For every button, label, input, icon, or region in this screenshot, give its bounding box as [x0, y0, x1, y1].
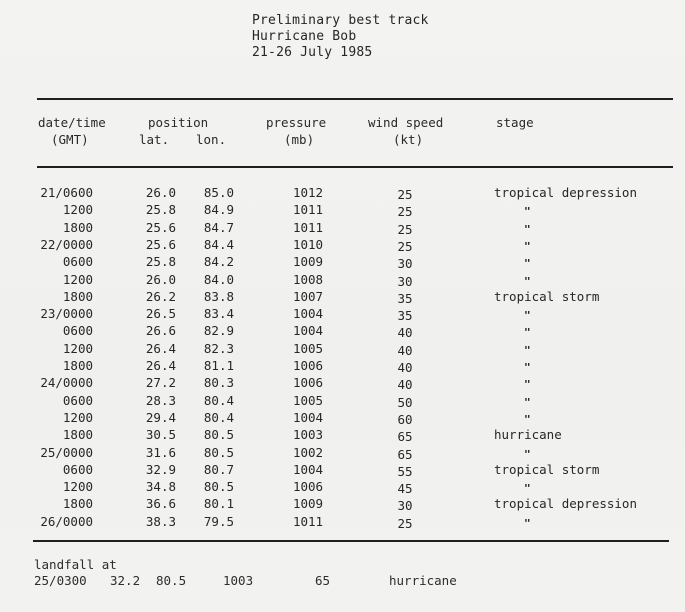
cell-wind: 30 [397, 273, 413, 289]
title-line-2: Hurricane Bob [252, 29, 357, 44]
cell-pressure: 1006 [292, 479, 324, 495]
cell-lat: 29.4 [145, 409, 176, 425]
cell-datetime: 1200 [62, 409, 93, 425]
cell-lon: 83.8 [203, 288, 234, 304]
cell-wind: 40 [397, 360, 413, 375]
cell-lon: 80.5 [203, 444, 234, 460]
landfall-stage: hurricane [389, 573, 457, 588]
cell-datetime: 0600 [62, 323, 93, 339]
cell-stage: tropical storm [494, 461, 600, 477]
cell-lat: 32.9 [145, 461, 176, 477]
cell-pressure: 1006 [292, 375, 324, 391]
cell-stage: tropical depression [494, 185, 637, 200]
cell-lon: 81.1 [203, 358, 234, 373]
landfall-wind: 65 [315, 573, 331, 588]
cell-lat: 34.8 [145, 479, 176, 495]
cell-stage: " [524, 412, 531, 426]
cell-datetime: 22/0000 [40, 236, 93, 252]
cell-datetime: 24/0000 [40, 375, 93, 391]
landfall-lon: 80.5 [156, 573, 187, 588]
cell-lon: 80.4 [203, 409, 234, 425]
title-line-3: 21-26 July 1985 [252, 45, 373, 60]
cell-pressure: 1009 [292, 254, 324, 270]
header-wind-speed: wind speed [368, 115, 444, 130]
cell-lat: 25.8 [145, 202, 176, 218]
header-pressure-unit: (mb) [284, 132, 315, 147]
cell-pressure: 1004 [292, 461, 324, 477]
cell-pressure: 1006 [292, 358, 324, 373]
cell-lon: 80.5 [203, 479, 234, 495]
cell-datetime: 1200 [62, 479, 93, 495]
header-pressure: pressure [266, 115, 327, 130]
cell-wind: 25 [397, 221, 413, 237]
cell-pressure: 1002 [292, 444, 324, 460]
cell-lat: 26.0 [145, 271, 176, 287]
cell-lat: 25.6 [145, 236, 176, 252]
cell-datetime: 1800 [62, 288, 93, 304]
cell-lon: 79.5 [203, 513, 234, 529]
cell-datetime: 1800 [62, 219, 93, 235]
cell-lat: 26.5 [145, 306, 176, 322]
cell-lon: 82.3 [203, 340, 234, 356]
cell-stage: " [524, 482, 531, 496]
cell-lon: 83.4 [203, 306, 234, 322]
cell-wind: 35 [397, 290, 413, 306]
header-position: position [148, 115, 209, 130]
cell-pressure: 1004 [292, 323, 324, 339]
cell-pressure: 1011 [292, 219, 324, 235]
cell-stage: " [524, 447, 531, 461]
cell-pressure: 1008 [292, 271, 324, 287]
header-stage: stage [496, 115, 534, 130]
cell-stage: hurricane [494, 427, 562, 443]
cell-pressure: 1012 [292, 185, 324, 200]
cell-lon: 84.0 [203, 271, 234, 287]
cell-stage: " [524, 378, 531, 392]
cell-stage: " [524, 326, 531, 340]
cell-lat: 31.6 [145, 444, 176, 460]
cell-pressure: 1007 [292, 288, 324, 304]
cell-stage: " [524, 361, 531, 374]
cell-datetime: 0600 [62, 254, 93, 270]
cell-wind: 25 [397, 204, 413, 220]
header-lat: lat. [139, 132, 170, 147]
cell-datetime: 21/0600 [40, 185, 93, 200]
cell-lat: 36.6 [145, 496, 176, 512]
cell-lon: 80.7 [203, 461, 234, 477]
cell-lon: 84.7 [203, 219, 234, 235]
cell-wind: 65 [397, 446, 413, 462]
cell-wind: 60 [397, 411, 413, 427]
header-rule [37, 166, 673, 168]
cell-stage: tropical depression [494, 496, 637, 512]
cell-wind: 45 [397, 481, 413, 497]
cell-datetime: 1800 [62, 358, 93, 373]
cell-datetime: 25/0000 [40, 444, 93, 460]
cell-lat: 26.6 [145, 323, 176, 339]
cell-lon: 84.2 [203, 254, 234, 270]
cell-lat: 25.8 [145, 254, 176, 270]
cell-wind: 30 [397, 256, 413, 272]
cell-stage: " [524, 205, 531, 219]
footer-rule [33, 540, 669, 542]
cell-lon: 80.5 [203, 427, 234, 443]
cell-datetime: 1200 [62, 271, 93, 287]
cell-lon: 82.9 [203, 323, 234, 339]
cell-lon: 84.9 [203, 202, 234, 218]
cell-stage: " [524, 257, 531, 271]
cell-wind: 25 [397, 238, 413, 254]
cell-wind: 25 [397, 515, 413, 531]
cell-wind: 40 [397, 342, 413, 358]
cell-pressure: 1005 [292, 392, 324, 408]
landfall-lat: 32.2 [110, 573, 141, 588]
cell-wind: 55 [397, 463, 413, 479]
cell-lat: 27.2 [145, 375, 176, 391]
cell-lat: 30.5 [145, 427, 176, 443]
cell-lat: 26.0 [145, 185, 176, 200]
cell-stage: tropical storm [494, 288, 600, 304]
cell-datetime: 26/0000 [40, 513, 93, 529]
cell-pressure: 1011 [292, 202, 324, 218]
cell-lon: 80.4 [203, 392, 234, 408]
cell-wind: 30 [397, 498, 413, 514]
cell-datetime: 1800 [62, 496, 93, 512]
cell-wind: 25 [397, 187, 413, 202]
cell-lon: 80.3 [203, 375, 234, 391]
header-datetime: date/time [38, 115, 106, 130]
header-wind-unit: (kt) [393, 132, 424, 147]
cell-lat: 28.3 [145, 392, 176, 408]
cell-stage: " [524, 516, 531, 530]
landfall-label: landfall at [34, 557, 117, 572]
cell-datetime: 1800 [62, 427, 93, 443]
cell-wind: 35 [397, 308, 413, 324]
cell-lon: 84.4 [203, 236, 234, 252]
cell-stage: " [524, 239, 531, 253]
cell-lon: 85.0 [203, 185, 234, 200]
cell-pressure: 1004 [292, 306, 324, 322]
cell-wind: 50 [397, 394, 413, 410]
cell-stage: " [524, 222, 531, 236]
cell-lat: 26.2 [145, 288, 176, 304]
cell-pressure: 1005 [292, 340, 324, 356]
cell-wind: 40 [397, 325, 413, 341]
cell-stage: " [524, 274, 531, 288]
cell-datetime: 0600 [62, 461, 93, 477]
cell-pressure: 1011 [292, 513, 324, 529]
header-lon: lon. [196, 132, 227, 147]
cell-datetime: 0600 [62, 392, 93, 408]
landfall-pressure: 1003 [223, 573, 254, 588]
cell-pressure: 1003 [292, 427, 324, 443]
cell-lat: 26.4 [145, 358, 176, 373]
cell-stage: " [524, 309, 531, 323]
cell-stage: " [524, 343, 531, 357]
cell-datetime: 1200 [62, 202, 93, 218]
landfall-datetime: 25/0300 [34, 573, 87, 588]
cell-datetime: 1200 [62, 340, 93, 356]
cell-pressure: 1010 [292, 236, 324, 252]
top-rule [37, 98, 673, 100]
cell-lat: 38.3 [145, 513, 176, 529]
document-title [252, 13, 429, 61]
cell-lat: 26.4 [145, 340, 176, 356]
cell-pressure: 1009 [292, 496, 324, 512]
title-line-1: Preliminary best track [252, 13, 429, 28]
cell-stage: " [524, 395, 531, 409]
cell-lat: 25.6 [145, 219, 176, 235]
header-datetime-unit: (GMT) [51, 132, 89, 147]
cell-wind: 65 [397, 429, 413, 445]
cell-pressure: 1004 [292, 409, 324, 425]
cell-datetime: 23/0000 [40, 306, 93, 322]
cell-lon: 80.1 [203, 496, 234, 512]
cell-wind: 40 [397, 377, 413, 393]
